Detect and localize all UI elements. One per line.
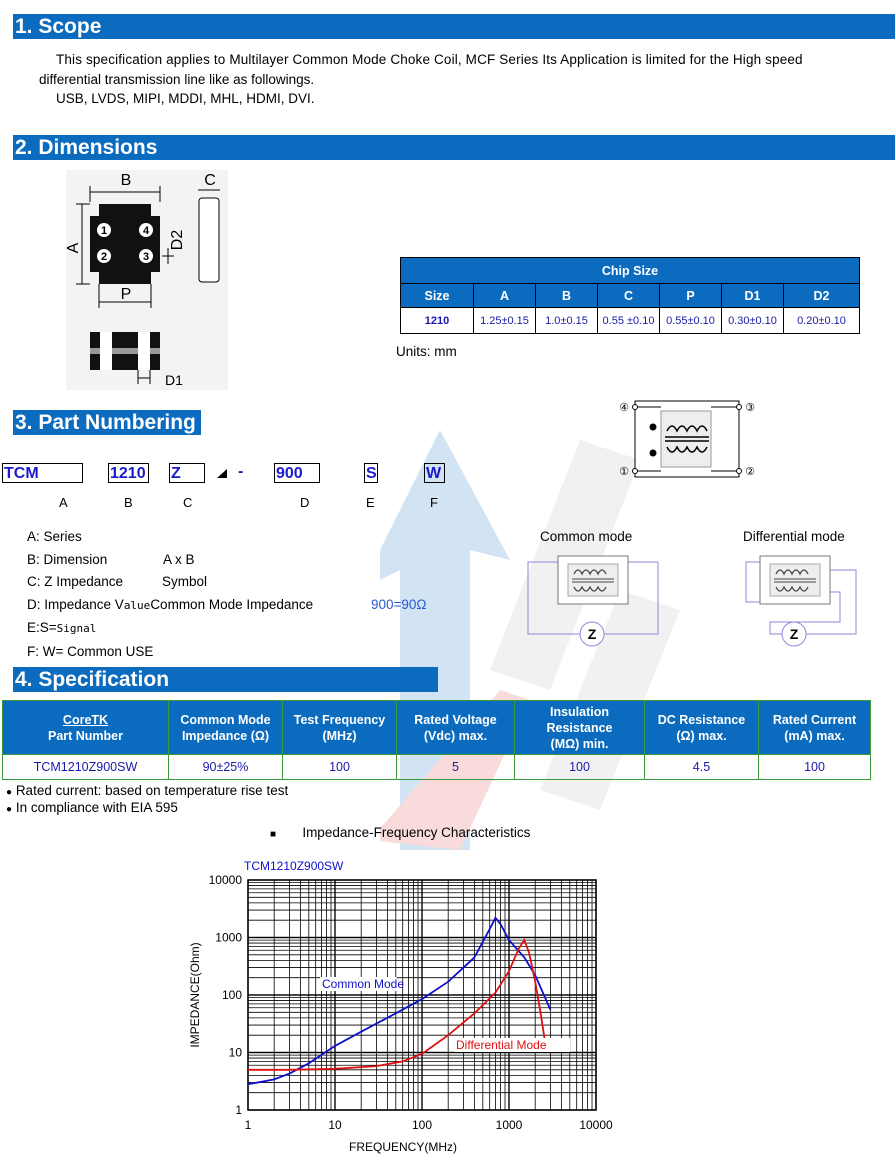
spec-header-rated-voltage <box>397 701 515 755</box>
spec-header-2-line1: Test Frequency <box>293 712 386 727</box>
spec-header-impedance <box>169 701 283 755</box>
differential-mode-diagram <box>740 552 865 652</box>
x-tick-label: 100 <box>411 1118 433 1132</box>
dim-label-d2: D2 <box>169 229 186 251</box>
legend-d-text: D: Impedance V <box>27 597 124 612</box>
section-heading-dimensions: 2. Dimensions <box>13 135 895 160</box>
spec-header-test-frequency <box>283 701 397 755</box>
pad-number-1: 1 <box>100 225 108 237</box>
spec-header-0-line2: Part Number <box>47 728 124 743</box>
legend-c: C: Z Impedance <box>27 574 124 589</box>
spec-cell-insulation: 100 <box>515 755 645 780</box>
chart-section-title-text: Impedance-Frequency Characteristics <box>302 825 531 840</box>
cmc-circuit-symbol <box>615 397 760 482</box>
legend-f: F: W= Common USE <box>27 644 154 659</box>
bullet-icon: ● <box>6 804 13 815</box>
spec-header-3-line1: Rated Voltage <box>414 712 497 727</box>
y-tick-label: 10000 <box>208 873 242 887</box>
section-heading-part-numbering: 3. Part Numbering <box>13 410 201 435</box>
y-tick-label: 1000 <box>215 930 242 945</box>
spec-header-part-number <box>3 701 169 755</box>
y-tick-label: 100 <box>221 988 242 1002</box>
x-tick-label: 1 <box>244 1118 252 1132</box>
differential-mode-label: Differential mode <box>743 529 845 544</box>
legend-b-extra: A x B <box>163 552 195 567</box>
chip-dimension-drawing <box>62 168 232 393</box>
units-label: Units: mm <box>396 344 457 359</box>
chip-size-table <box>400 257 860 334</box>
legend-d-small: alue <box>123 599 151 612</box>
pn-box-impedance-value: 900 <box>274 463 320 483</box>
square-bullet-icon: ■ <box>270 829 277 840</box>
scope-line-2: differential transmission line like as followings. <box>39 72 315 87</box>
pad-number-4: 4 <box>142 225 150 237</box>
legend-d-extra: 900=90Ω <box>371 597 427 612</box>
legend-c-extra: Symbol <box>162 574 208 589</box>
spec-header-1-line2: Impedance (Ω) <box>181 728 270 743</box>
spec-cell-impedance: 90±25% <box>169 755 283 780</box>
legend-e <box>27 620 96 635</box>
dim-label-c: C <box>204 172 216 189</box>
x-tick-label: 1000 <box>495 1118 523 1132</box>
triangle-marker-icon <box>215 467 229 479</box>
series-label-common-mode: Common Mode <box>322 977 405 991</box>
pin-2-label: ② <box>745 465 755 478</box>
chip-size-title: Chip Size <box>401 258 860 284</box>
pn-letter-f: F <box>430 495 438 510</box>
note-text-1: Rated current: based on temperature rise test <box>15 783 289 798</box>
pn-letter-e: E <box>366 495 375 510</box>
spec-cell-part-number: TCM1210Z900SW <box>3 755 169 780</box>
spec-cell-rated-voltage: 5 <box>397 755 515 780</box>
spec-header-rated-current <box>759 701 871 755</box>
chip-cell-d2: 0.20±0.10 <box>784 308 860 334</box>
chip-header-d2: D2 <box>784 284 860 308</box>
pn-dash: - <box>238 463 244 480</box>
z-symbol-differential: Z <box>789 626 799 642</box>
series-label-differential-mode: Differential Mode <box>456 1038 547 1052</box>
pn-letter-d: D <box>300 495 310 510</box>
note-rated-current <box>6 783 288 798</box>
chip-cell-c: 0.55 ±0.10 <box>598 308 660 334</box>
chip-header-d1: D1 <box>722 284 784 308</box>
y-tick-label: 10 <box>228 1045 242 1060</box>
pn-box-series: TCM <box>2 463 83 483</box>
chip-cell-a: 1.25±0.15 <box>474 308 536 334</box>
dim-label-p: P <box>120 286 132 303</box>
spec-cell-rated-current: 100 <box>759 755 871 780</box>
chip-cell-b: 1.0±0.15 <box>536 308 598 334</box>
pin-4-label: ④ <box>619 401 629 414</box>
spec-header-insulation <box>515 701 645 755</box>
pn-box-use: W <box>424 463 445 483</box>
dim-label-b: B <box>120 172 132 189</box>
spec-header-6-line1: Rated Current <box>772 712 857 727</box>
chip-header-size: Size <box>401 284 474 308</box>
pn-box-dimension: 1210 <box>108 463 149 483</box>
common-mode-label: Common mode <box>540 529 633 544</box>
pad-number-2: 2 <box>100 251 108 263</box>
pin-1-label: ① <box>619 465 629 478</box>
chart-y-label: IMPEDANCE(Ohm) <box>188 942 202 1048</box>
legend-d-text2: Common Mode Impedance <box>150 597 314 612</box>
chip-header-b: B <box>536 284 598 308</box>
chip-cell-size: 1210 <box>401 308 474 334</box>
section-heading-specification: 4. Specification <box>13 667 438 692</box>
z-symbol-common: Z <box>587 626 597 642</box>
pn-box-signal: S <box>366 465 377 482</box>
chip-header-a: A <box>474 284 536 308</box>
scope-line-3: USB, LVDS, MIPI, MDDI, MHL, HDMI, DVI. <box>56 91 315 106</box>
legend-e-text: E:S= <box>27 620 57 635</box>
chip-header-p: P <box>660 284 722 308</box>
note-text-2: In compliance with EIA 595 <box>15 800 178 815</box>
pn-letter-a: A <box>59 495 68 510</box>
spec-cell-test-frequency: 100 <box>283 755 397 780</box>
chip-cell-d1: 0.30±0.10 <box>722 308 784 334</box>
spec-header-4-line2: Resistance <box>546 720 613 735</box>
bullet-icon: ● <box>6 787 13 798</box>
common-mode-diagram <box>520 552 665 652</box>
spec-cell-dc-resistance: 4.5 <box>645 755 759 780</box>
spec-header-3-line2: (Vdc) max. <box>423 728 488 743</box>
legend-e-small: Signal <box>56 622 97 635</box>
scope-line-1: This specification applies to Multilayer Common Mode Choke Coil, MCF Series Its Application is limited for the High speed <box>56 52 803 67</box>
x-tick-label: 10 <box>328 1118 342 1132</box>
chart-x-label: FREQUENCY(MHz) <box>349 1140 457 1154</box>
section-heading-scope: 1. Scope <box>13 14 895 39</box>
pad-number-3: 3 <box>142 251 150 263</box>
note-eia <box>6 800 178 815</box>
dim-label-d1: D1 <box>165 372 183 388</box>
spec-header-2-line2: (MHz) <box>322 728 357 743</box>
pn-letter-b: B <box>124 495 133 510</box>
y-tick-label: 1 <box>235 1103 242 1117</box>
pn-letter-c: C <box>183 495 193 510</box>
chart-title: TCM1210Z900SW <box>244 859 344 873</box>
impedance-frequency-chart <box>180 850 630 1160</box>
spec-header-4-line1: Insulation <box>549 704 610 719</box>
pin-3-label: ③ <box>745 401 755 414</box>
spec-header-1-line1: Common Mode <box>180 712 271 727</box>
dim-label-a: A <box>65 242 82 254</box>
spec-header-5-line2: (Ω) max. <box>676 728 727 743</box>
legend-a: A: Series <box>27 529 82 544</box>
pn-box-impedance-symbol: Z <box>169 463 205 483</box>
legend-d <box>27 597 313 612</box>
specification-table <box>2 700 871 780</box>
spec-header-4-line3: (MΩ) min. <box>550 736 609 751</box>
legend-b: B: Dimension <box>27 552 108 567</box>
x-tick-label: 10000 <box>579 1118 613 1132</box>
spec-header-5-line1: DC Resistance <box>657 712 746 727</box>
spec-header-6-line2: (mA) max. <box>784 728 845 743</box>
chart-section-title <box>270 825 530 840</box>
spec-header-0-line1: CoreTK <box>62 712 109 727</box>
chip-cell-p: 0.55±0.10 <box>660 308 722 334</box>
chip-header-c: C <box>598 284 660 308</box>
spec-header-dc-resistance <box>645 701 759 755</box>
